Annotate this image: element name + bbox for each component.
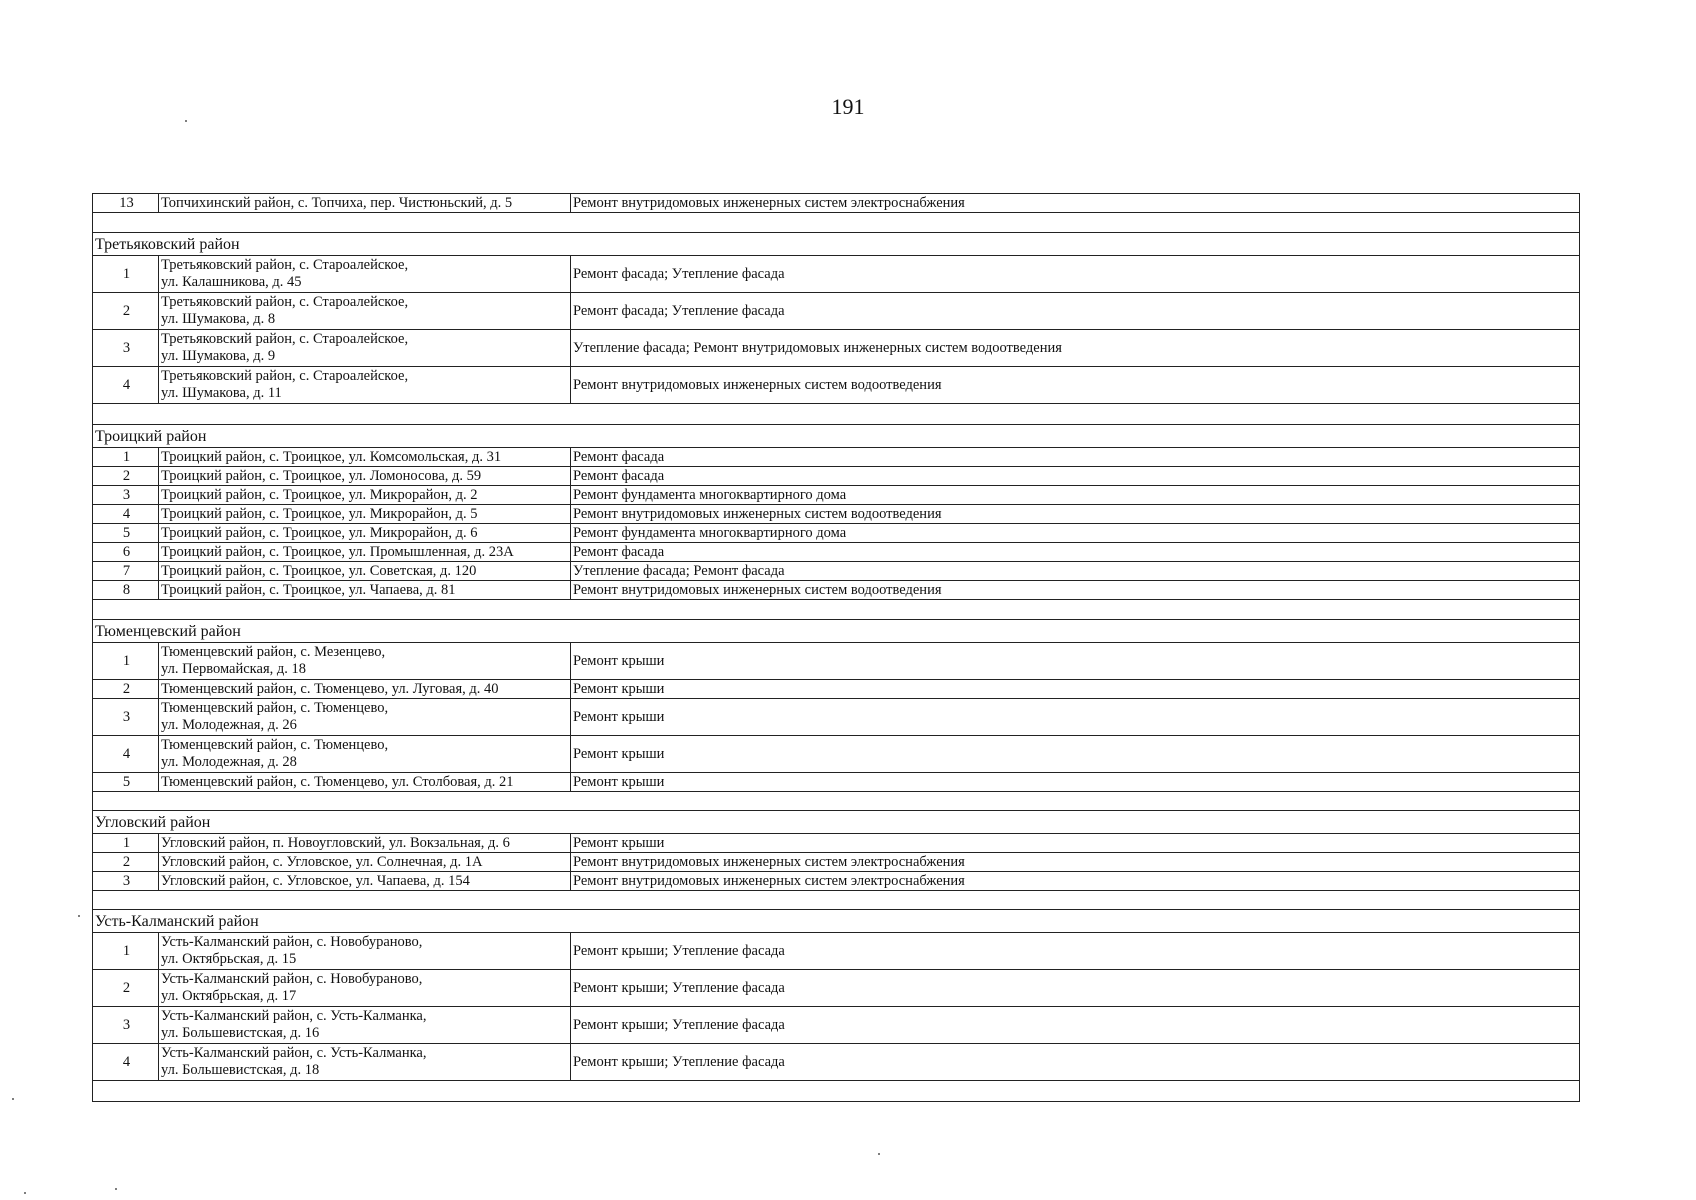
- address-line: Тюменцевский район, с. Тюменцево,: [161, 700, 389, 716]
- table-footer-row: [93, 1081, 1579, 1101]
- row-address: [159, 970, 571, 1006]
- row-number: 2: [93, 293, 159, 329]
- row-work: Ремонт внутридомовых инженерных систем водоотведения: [573, 506, 942, 522]
- district-sections: [93, 213, 1579, 1081]
- address-line: Троицкий район, с. Троицкое, ул. Чапаева, д. 81: [161, 582, 456, 598]
- address-line: Троицкий район, с. Троицкое, ул. Микрорайон, д. 6: [161, 525, 478, 541]
- row-number: 2: [93, 970, 159, 1006]
- address-line: ул. Первомайская, д. 18: [161, 661, 306, 677]
- table-row: [93, 543, 1579, 562]
- address-line: Троицкий район, с. Троицкое, ул. Микрорайон, д. 5: [161, 506, 478, 522]
- row-work: Ремонт внутридомовых инженерных систем электроснабжения: [573, 873, 965, 889]
- table-row: [93, 330, 1579, 367]
- row-work: Ремонт крыши; Утепление фасада: [573, 1054, 785, 1070]
- row-address: [159, 643, 571, 679]
- row-address: [159, 448, 571, 466]
- row-number: 7: [93, 562, 159, 580]
- address-line: Тюменцевский район, с. Мезенцево,: [161, 644, 386, 660]
- table-row: [93, 1044, 1579, 1081]
- address-line: Третьяковский район, с. Староалейское,: [161, 331, 409, 347]
- table-row: [93, 933, 1579, 970]
- row-number: 3: [93, 330, 159, 366]
- row-address: [159, 834, 571, 852]
- table-row: [93, 194, 1579, 213]
- district-heading: Усть-Калманский район: [93, 910, 1579, 933]
- row-work: Ремонт крыши: [573, 746, 665, 762]
- address-line: ул. Шумакова, д. 9: [161, 348, 276, 364]
- row-work: Ремонт крыши: [573, 681, 665, 697]
- address-line: ул. Шумакова, д. 11: [161, 385, 282, 401]
- row-number: 1: [93, 834, 159, 852]
- table-row: [93, 581, 1579, 600]
- address-line: Усть-Калманский район, с. Усть-Калманка,: [161, 1045, 427, 1061]
- row-number: 3: [93, 1007, 159, 1043]
- scan-speck: [12, 1098, 14, 1100]
- row-number: 2: [93, 680, 159, 698]
- address-line: Усть-Калманский район, с. Усть-Калманка,: [161, 1008, 427, 1024]
- row-work: Ремонт фундамента многоквартирного дома: [573, 525, 847, 541]
- address-line: Усть-Калманский район, с. Новобураново,: [161, 934, 423, 950]
- address-line: Тюменцевский район, с. Тюменцево,: [161, 737, 389, 753]
- row-address: [159, 699, 571, 735]
- table-row: [93, 256, 1579, 293]
- table-row: [93, 872, 1579, 891]
- row-number: 8: [93, 581, 159, 599]
- table-row: [93, 773, 1579, 792]
- address-line: ул. Большевистская, д. 18: [161, 1062, 320, 1078]
- row-address: [159, 543, 571, 561]
- row-number: 13: [93, 194, 159, 212]
- repair-table: [92, 193, 1580, 1102]
- table-row: [93, 467, 1579, 486]
- row-number: 1: [93, 643, 159, 679]
- address-line: Тюменцевский район, с. Тюменцево, ул. Столбовая, д. 21: [161, 774, 514, 790]
- scan-speck: [78, 915, 80, 917]
- row-work: Ремонт фасада; Утепление фасада: [573, 266, 785, 282]
- row-address: [159, 680, 571, 698]
- table-row: [93, 643, 1579, 680]
- address-line: Троицкий район, с. Троицкое, ул. Ломоносова, д. 59: [161, 468, 482, 484]
- table-row: [93, 486, 1579, 505]
- table-row: [93, 853, 1579, 872]
- address-line: ул. Большевистская, д. 16: [161, 1025, 320, 1041]
- table-row: [93, 367, 1579, 404]
- address-line: Угловский район, с. Угловское, ул. Солнечная, д. 1А: [161, 854, 483, 870]
- row-address: [159, 467, 571, 485]
- row-number: 3: [93, 872, 159, 890]
- address-line: ул. Октябрьская, д. 15: [161, 951, 297, 967]
- table-row: [93, 524, 1579, 543]
- row-number: 5: [93, 773, 159, 791]
- row-work: Ремонт внутридомовых инженерных систем электроснабжения: [573, 854, 965, 870]
- row-number: 4: [93, 367, 159, 403]
- row-work: Ремонт внутридомовых инженерных систем водоотведения: [573, 582, 942, 598]
- row-address: [159, 367, 571, 403]
- row-address: [159, 933, 571, 969]
- row-number: 4: [93, 736, 159, 772]
- row-work: Ремонт фасада: [573, 449, 665, 465]
- page-number: 191: [831, 94, 865, 119]
- scan-speck: [185, 120, 187, 122]
- district-heading: Третьяковский район: [93, 233, 1579, 256]
- table-row: [93, 680, 1579, 699]
- row-number: 2: [93, 853, 159, 871]
- address-line: Троицкий район, с. Троицкое, ул. Промышленная, д. 23А: [161, 544, 514, 560]
- district-heading: Троицкий район: [93, 425, 1579, 448]
- row-work: Ремонт крыши; Утепление фасада: [573, 943, 785, 959]
- spacer-row: [93, 213, 1579, 233]
- row-work: Утепление фасада; Ремонт фасада: [573, 563, 785, 579]
- row-work: Ремонт фасада: [573, 468, 665, 484]
- address-line: ул. Калашникова, д. 45: [161, 274, 302, 290]
- row-number: 1: [93, 448, 159, 466]
- district-heading: Угловский район: [93, 811, 1579, 834]
- spacer-row: [93, 792, 1579, 811]
- row-number: 6: [93, 543, 159, 561]
- row-address: [159, 562, 571, 580]
- row-number: 4: [93, 1044, 159, 1080]
- row-address: [159, 330, 571, 366]
- scan-speck: [24, 1192, 26, 1194]
- row-number: 1: [93, 933, 159, 969]
- row-address: [159, 486, 571, 504]
- spacer-row: [93, 891, 1579, 910]
- row-number: 2: [93, 467, 159, 485]
- spacer-row: [93, 404, 1579, 425]
- row-address: [159, 1044, 571, 1080]
- table-row: [93, 505, 1579, 524]
- row-work: Ремонт фасада: [573, 544, 665, 560]
- row-work: Ремонт крыши; Утепление фасада: [573, 980, 785, 996]
- row-address: [159, 505, 571, 523]
- table-row: [93, 834, 1579, 853]
- row-work: Ремонт крыши: [573, 774, 665, 790]
- table-row: [93, 562, 1579, 581]
- row-work: Ремонт крыши: [573, 709, 665, 725]
- table-row: [93, 736, 1579, 773]
- table-row: [93, 970, 1579, 1007]
- row-address: [159, 256, 571, 292]
- row-address: [159, 872, 571, 890]
- row-number: 3: [93, 486, 159, 504]
- row-number: 5: [93, 524, 159, 542]
- row-work: Ремонт внутридомовых инженерных систем водоотведения: [573, 377, 942, 393]
- row-address: [159, 581, 571, 599]
- row-address: [159, 524, 571, 542]
- row-work: Ремонт фасада; Утепление фасада: [573, 303, 785, 319]
- row-address: [159, 773, 571, 791]
- row-work: Ремонт крыши; Утепление фасада: [573, 1017, 785, 1033]
- address-line: Тюменцевский район, с. Тюменцево, ул. Луговая, д. 40: [161, 681, 499, 697]
- table-row: [93, 293, 1579, 330]
- row-work: Ремонт крыши: [573, 653, 665, 669]
- row-address: [159, 293, 571, 329]
- row-address: [159, 853, 571, 871]
- address-line: ул. Молодежная, д. 26: [161, 717, 297, 733]
- row-number: 4: [93, 505, 159, 523]
- address-line: ул. Шумакова, д. 8: [161, 311, 276, 327]
- address-line: Третьяковский район, с. Староалейское,: [161, 368, 409, 384]
- spacer-row: [93, 600, 1579, 620]
- row-work: Ремонт внутридомовых инженерных систем электроснабжения: [573, 195, 965, 211]
- address-line: ул. Молодежная, д. 28: [161, 754, 297, 770]
- address-line: Третьяковский район, с. Староалейское,: [161, 257, 409, 273]
- table-row: [93, 699, 1579, 736]
- district-heading: Тюменцевский район: [93, 620, 1579, 643]
- row-work: Ремонт крыши: [573, 835, 665, 851]
- row-work: Ремонт фундамента многоквартирного дома: [573, 487, 847, 503]
- row-work: Утепление фасада; Ремонт внутридомовых инженерных систем водоотведения: [573, 340, 1062, 356]
- table-row: [93, 1007, 1579, 1044]
- address-line: Угловский район, с. Угловское, ул. Чапаева, д. 154: [161, 873, 470, 889]
- address-line: Третьяковский район, с. Староалейское,: [161, 294, 409, 310]
- row-number: 3: [93, 699, 159, 735]
- row-address: Топчихинский район, с. Топчиха, пер. Чистюньский, д. 5: [159, 194, 571, 212]
- table-row: [93, 448, 1579, 467]
- row-address: [159, 1007, 571, 1043]
- scan-speck: [115, 1188, 117, 1190]
- address-line: Троицкий район, с. Троицкое, ул. Микрорайон, д. 2: [161, 487, 478, 503]
- row-address: [159, 736, 571, 772]
- address-line: Троицкий район, с. Троицкое, ул. Комсомольская, д. 31: [161, 449, 502, 465]
- scan-speck: [878, 1153, 880, 1155]
- address-line: Угловский район, п. Новоугловский, ул. Вокзальная, д. 6: [161, 835, 510, 851]
- address-line: ул. Октябрьская, д. 17: [161, 988, 297, 1004]
- address-line: Усть-Калманский район, с. Новобураново,: [161, 971, 423, 987]
- row-number: 1: [93, 256, 159, 292]
- address-line: Троицкий район, с. Троицкое, ул. Советская, д. 120: [161, 563, 477, 579]
